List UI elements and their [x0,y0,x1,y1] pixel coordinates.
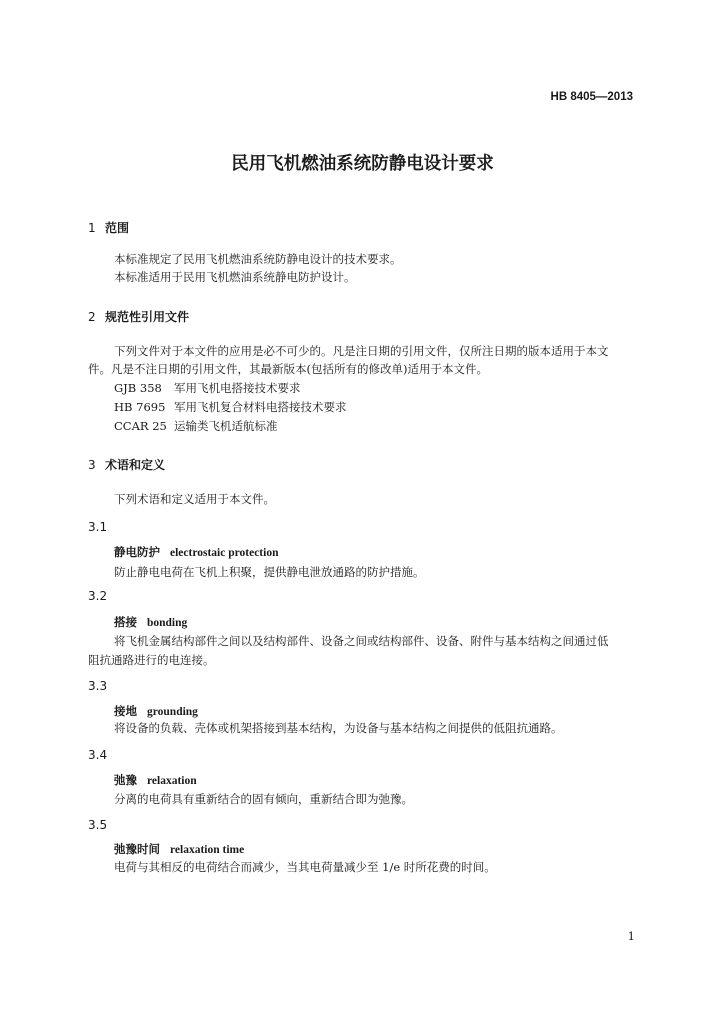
reference-title: 运输类飞机适航标准 [174,419,278,433]
term-english: grounding [147,706,198,718]
term-heading [114,614,187,630]
term-english: bonding [147,617,188,629]
section-number: 2 [88,310,96,324]
term-heading [114,772,197,788]
paragraph-line: 件。凡是不注日期的引用文件，其最新版本(包括所有的修改单)适用于本文件。 [88,362,488,376]
subsection-number: 3.4 [88,748,108,762]
term-heading [114,544,278,560]
paragraph: 本标准规定了民用飞机燃油系统防静电设计的技术要求。 [114,252,402,266]
reference-item [114,417,278,435]
reference-code: HB 7695 [114,400,166,414]
term-heading [114,841,244,857]
term-english: relaxation time [170,844,245,856]
section-number: 3 [88,458,96,472]
section-title: 范围 [105,221,130,235]
page-number: 1 [627,929,635,943]
term-heading [114,703,198,719]
section-2-heading [88,308,189,325]
term-definition: 电荷与其相反的电荷结合而减少，当其电荷量减少至 1/e 时所花费的时间。 [114,860,496,874]
reference-item [114,379,301,397]
term-definition: 防止静电电荷在飞机上积聚，提供静电泄放通路的防护措施。 [114,565,425,579]
section-number: 1 [88,221,96,235]
section-title: 规范性引用文件 [105,310,190,324]
paragraph: 本标准适用于民用飞机燃油系统静电防护设计。 [114,270,356,284]
reference-item [114,398,347,416]
term-chinese: 弛豫时间 [114,842,160,856]
paragraph: 下列术语和定义适用于本文件。 [114,492,275,506]
term-definition: 将设备的负载、壳体或机架搭接到基本结构，为设备与基本结构之间提供的低阻抗通路。 [114,721,563,735]
page-title: 民用飞机燃油系统防静电设计要求 [231,154,494,174]
subsection-number: 3.2 [88,589,108,603]
section-title: 术语和定义 [105,458,166,472]
term-definition: 阻抗通路进行的电连接。 [88,653,215,667]
paragraph-line: 下列文件对于本文件的应用是必不可少的。凡是注日期的引用文件，仅所注日期的版本适用于本文 [114,344,609,358]
term-chinese: 搭接 [114,615,137,629]
term-english: electrostaic protection [170,547,279,559]
section-1-heading [88,219,129,236]
term-definition: 将飞机金属结构部件之间以及结构部件、设备之间或结构部件、设备、附件与基本结构之间通过低 [114,634,609,648]
term-chinese: 弛豫 [114,773,137,787]
reference-code: GJB 358 [114,381,162,395]
term-english: relaxation [147,775,197,787]
subsection-number: 3.1 [88,520,108,534]
reference-title: 军用飞机复合材料电搭接技术要求 [174,400,347,414]
document-code: HB 8405—2013 [550,91,633,103]
term-chinese: 静电防护 [114,545,160,559]
subsection-number: 3.5 [88,818,108,832]
subsection-number: 3.3 [88,679,108,693]
reference-title: 军用飞机电搭接技术要求 [174,381,301,395]
section-3-heading [88,456,165,473]
term-definition: 分离的电荷具有重新结合的固有倾向，重新结合即为弛豫。 [114,792,413,806]
term-chinese: 接地 [114,704,137,718]
reference-code: CCAR 25 [114,419,167,433]
